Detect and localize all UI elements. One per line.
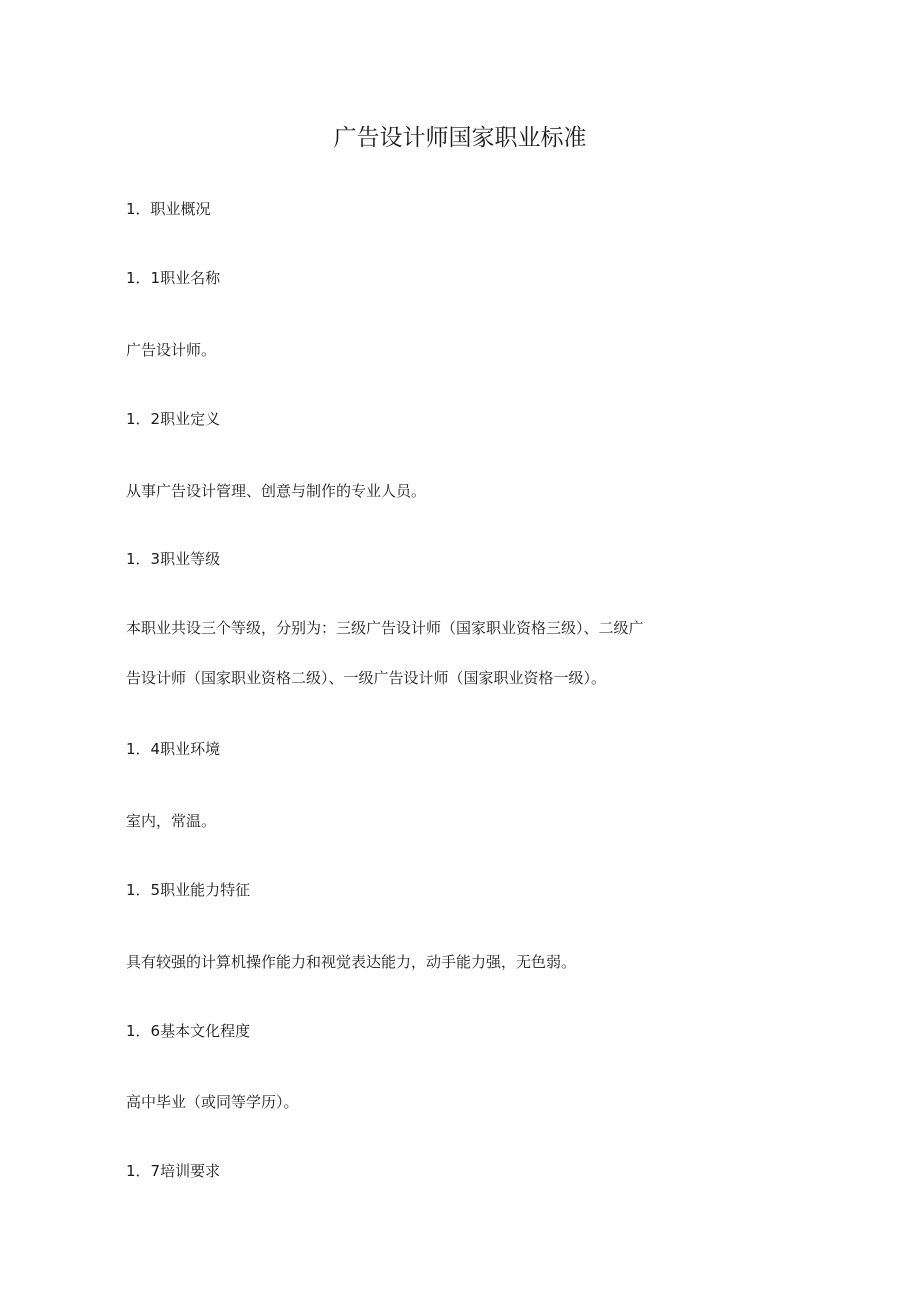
section-heading-occupation-levels: 1．3职业等级	[126, 550, 221, 568]
section-heading-training-requirements: 1．7培训要求	[126, 1162, 221, 1180]
document-title: 广告设计师国家职业标准	[333, 125, 587, 151]
section-heading-ability-characteristics: 1．5职业能力特征	[126, 881, 251, 899]
section-heading-occupation-environment: 1．4职业环境	[126, 740, 221, 758]
paragraph-education-level: 高中毕业（或同等学历）。	[126, 1093, 299, 1111]
paragraph-occupation-environment: 室内，常温。	[126, 812, 217, 830]
paragraph-occupation-definition: 从事广告设计管理、创意与制作的专业人员。	[126, 482, 427, 500]
section-heading-occupation-name: 1．1职业名称	[126, 269, 221, 287]
section-heading-occupation-overview: 1．职业概况	[126, 200, 211, 218]
paragraph-occupation-levels-line-2: 告设计师（国家职业资格二级）、一级广告设计师（国家职业资格一级）。	[126, 669, 607, 687]
paragraph-occupation-name: 广告设计师。	[126, 341, 217, 359]
section-heading-education-level: 1．6基本文化程度	[126, 1022, 251, 1040]
paragraph-ability-characteristics: 具有较强的计算机操作能力和视觉表达能力，动手能力强，无色弱。	[126, 953, 577, 971]
section-heading-occupation-definition: 1．2职业定义	[126, 410, 221, 428]
paragraph-occupation-levels-line-1: 本职业共设三个等级，分别为：三级广告设计师（国家职业资格三级）、二级广	[126, 619, 644, 637]
